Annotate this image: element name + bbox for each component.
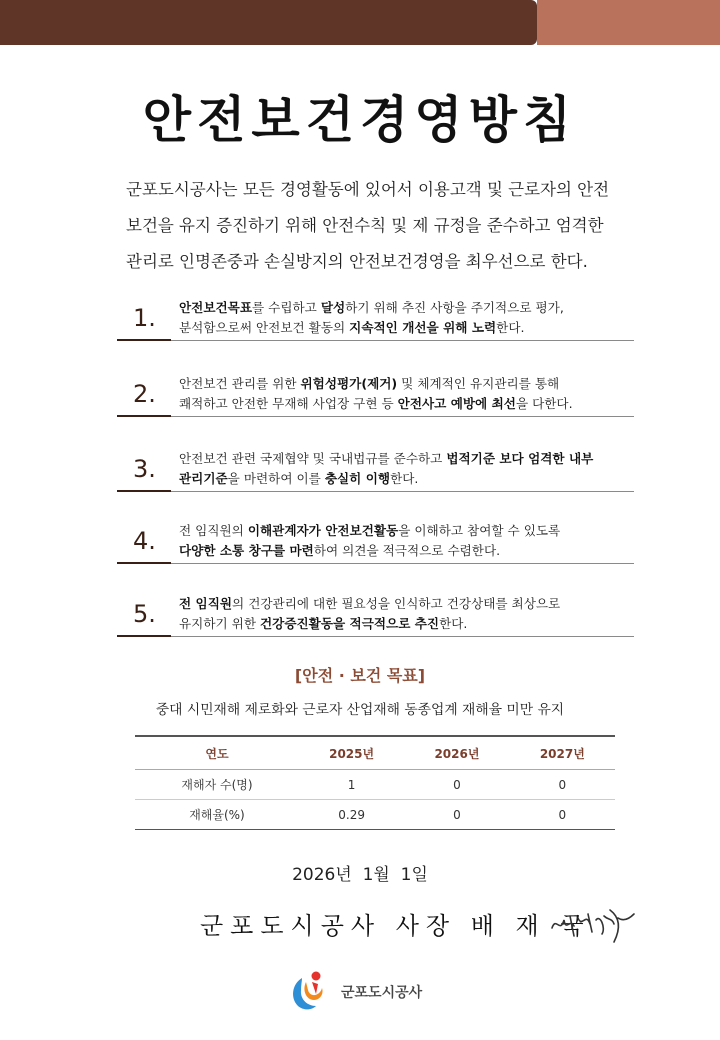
emphasis-text: 위험성평가(제거) [300, 376, 398, 391]
page-title: 안전보건경영방침 [142, 91, 578, 149]
policy-item-line [179, 318, 564, 338]
policy-item-text [179, 594, 560, 634]
policy-item-line [179, 521, 560, 541]
header-cell: 연도 [135, 736, 299, 770]
policy-item-number: 2. [133, 380, 156, 408]
policy-item-line [179, 614, 560, 634]
signatory-name: 군포도시공사 사장 배 재 국 [200, 912, 591, 940]
policy-item-2 [117, 372, 634, 417]
policy-item-line [179, 298, 564, 318]
body-text: 을 이해하고 참여할 수 있도록 [398, 523, 561, 538]
body-text: 의 건강관리에 대한 필요성을 인식하고 건강상태를 최상으로 [232, 596, 561, 611]
issue-date: 2026년 1월 1일 [292, 865, 428, 885]
policy-item-number: 1. [133, 304, 156, 332]
table-cell: 재해자 수(명) [135, 770, 299, 800]
emphasis-text: 건강증진활동을 적극적으로 추진 [260, 616, 440, 631]
body-text: 한다. [439, 616, 468, 631]
policy-item-text [179, 298, 564, 338]
company-logo-text: 군포도시공사 [341, 985, 423, 1001]
body-text: 전 임직원의 [179, 523, 248, 538]
emphasis-text: 안전사고 예방에 최선 [397, 396, 516, 411]
body-text: 을 마련하여 이를 [227, 471, 325, 486]
signature-image [548, 898, 638, 948]
body-text: 및 체계적인 유지관리를 통해 [397, 376, 560, 391]
policy-item-number: 4. [133, 527, 156, 555]
table-cell: 재해율(%) [135, 800, 299, 830]
emphasis-text: 달성 [320, 300, 346, 315]
policy-item-1 [117, 296, 634, 341]
policy-item-text [179, 374, 573, 414]
header-cell: 2026년 [404, 736, 509, 770]
body-text: 한다. [496, 320, 525, 335]
body-text: 를 수립하고 [252, 300, 321, 315]
intro-line: 보건을 유지 증진하기 위해 안전수칙 및 제 규정을 준수하고 엄격한 [126, 216, 604, 235]
emphasis-text: 충실히 이행 [324, 471, 391, 486]
body-text: 분석함으로써 안전보건 활동의 [179, 320, 350, 335]
intro-line: 관리로 인명존중과 손실방지의 안전보건경영을 최우선으로 한다. [126, 252, 588, 271]
goal-title: [안전 · 보건 목표] [294, 666, 426, 685]
emphasis-text: 안전보건목표 [179, 300, 252, 315]
header-cell: 2027년 [510, 736, 615, 770]
table-cell: 0 [510, 800, 615, 830]
table-cell: 0 [404, 800, 509, 830]
body-text: 하기 위해 추진 사항을 주기적으로 평가, [345, 300, 564, 315]
emphasis-text: 법적기준 보다 엄격한 내부 [446, 451, 594, 466]
policy-item-4 [117, 519, 634, 564]
policy-item-number: 5. [133, 600, 156, 628]
emphasis-text: 관리기준 [179, 471, 228, 486]
intro-line: 군포도시공사는 모든 경영활동에 있어서 이용고객 및 근로자의 안전 [126, 180, 610, 199]
table-cell: 0 [404, 770, 509, 800]
emphasis-text: 지속적인 개선을 위해 노력 [349, 320, 497, 335]
policy-item-line [179, 469, 593, 489]
policy-item-number: 3. [133, 455, 156, 483]
header-bar-light [537, 0, 720, 45]
table-cell: 0.29 [299, 800, 404, 830]
policy-item-line [179, 594, 560, 614]
emphasis-text: 이해관계자가 안전보건활동 [247, 523, 399, 538]
emphasis-text: 다양한 소통 창구를 마련 [179, 543, 314, 558]
goal-table-header-row [135, 736, 615, 770]
goal-subtitle: 중대 시민재해 제로화와 근로자 산업재해 동종업계 재해율 미만 유지 [155, 702, 565, 718]
body-text: 안전보건 관리를 위한 [179, 376, 301, 391]
body-text: 유지하기 위한 [179, 616, 260, 631]
policy-item-text [179, 449, 593, 489]
intro-paragraph [126, 172, 646, 280]
policy-item-line [179, 449, 593, 469]
body-text: 하여 의견을 적극적으로 수렴한다. [313, 543, 501, 558]
policy-item-line [179, 374, 573, 394]
table-row [135, 800, 615, 830]
policy-item-line [179, 394, 573, 414]
goal-table [135, 735, 615, 830]
body-text: 쾌적하고 안전한 무재해 사업장 구현 등 [179, 396, 398, 411]
policy-item-3 [117, 447, 634, 492]
policy-item-5 [117, 592, 634, 637]
header-cell: 2025년 [299, 736, 404, 770]
body-text: 안전보건 관련 국제협약 및 국내법규를 준수하고 [179, 451, 447, 466]
table-row [135, 770, 615, 800]
company-logo-icon [288, 968, 328, 1013]
table-cell: 0 [510, 770, 615, 800]
header-bar-dark [0, 0, 537, 45]
policy-item-line [179, 541, 560, 561]
table-cell: 1 [299, 770, 404, 800]
body-text: 한다. [390, 471, 419, 486]
body-text: 을 다한다. [515, 396, 573, 411]
emphasis-text: 전 임직원 [179, 596, 233, 611]
policy-item-text [179, 521, 560, 561]
